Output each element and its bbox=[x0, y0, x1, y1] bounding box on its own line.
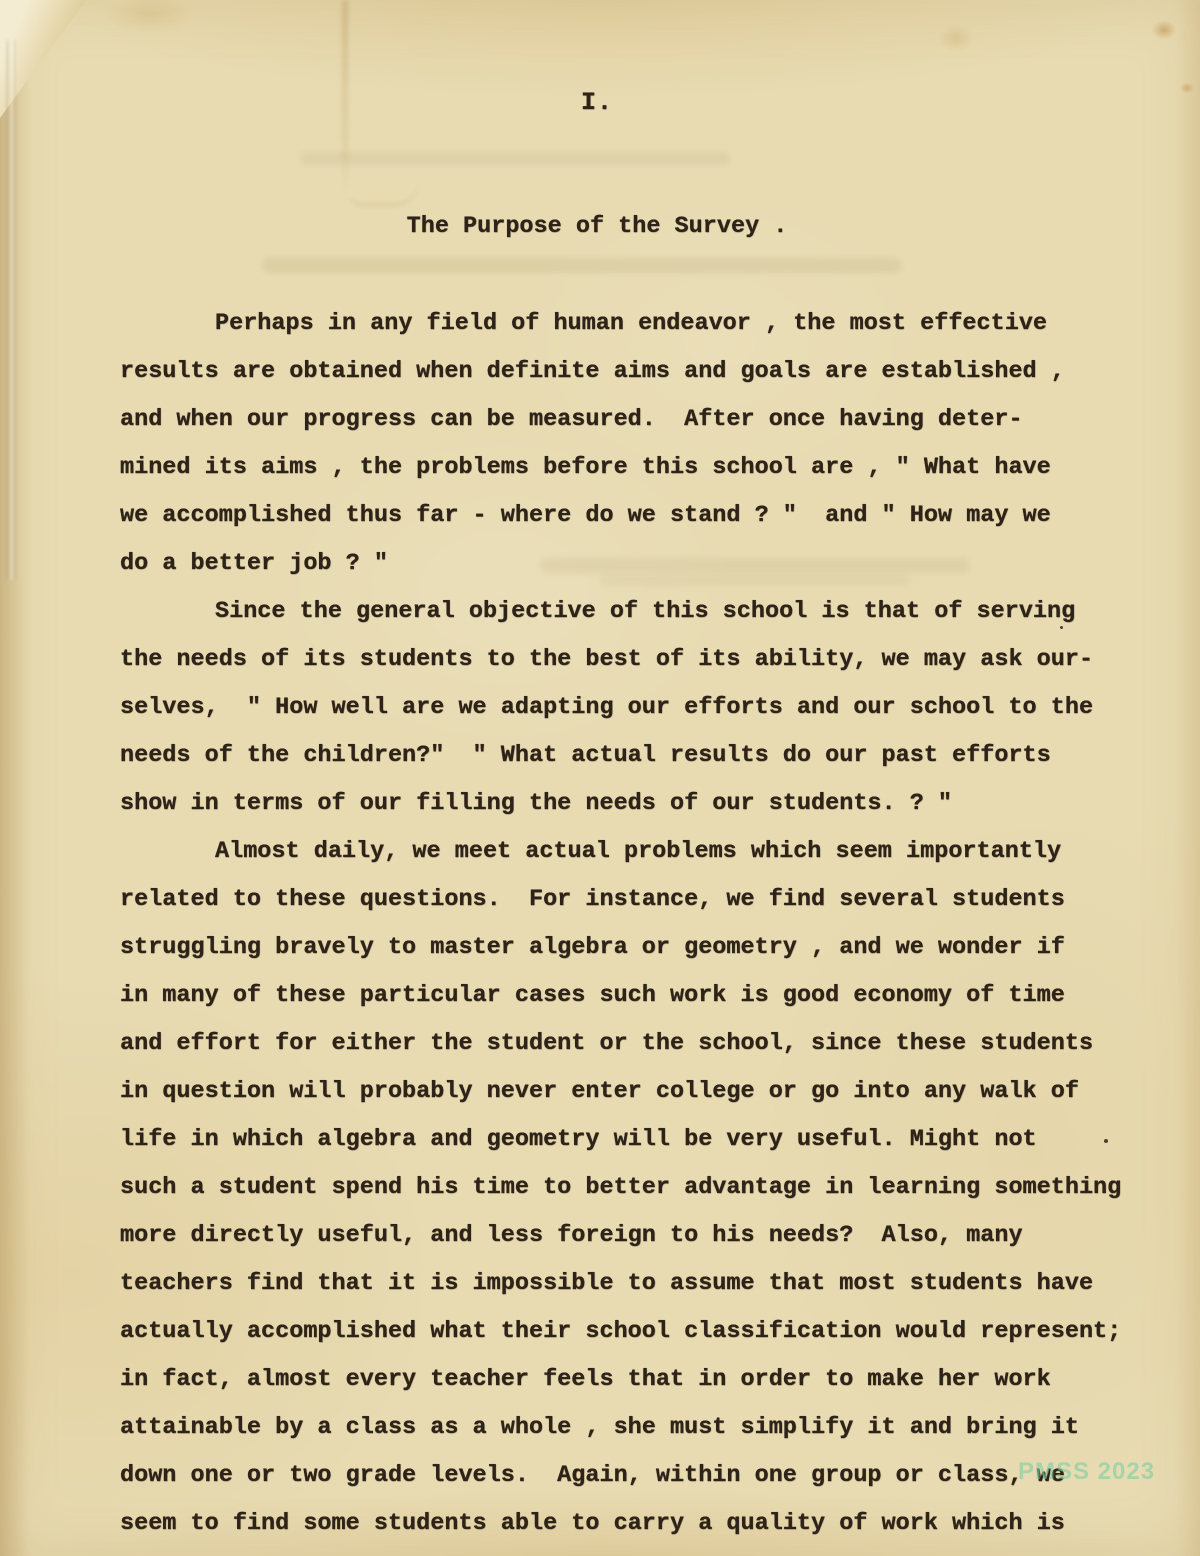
text-line: attainable by a class as a whole , she must simplify it and bring it bbox=[120, 1414, 1079, 1441]
bleed-through-smudge bbox=[262, 258, 902, 273]
text-line: Perhaps in any field of human endeavor , the most effective bbox=[215, 310, 1048, 337]
text-line: life in which algebra and geometry will be very useful. Might not bbox=[120, 1126, 1037, 1153]
text-line: and effort for either the student or the school, since these students bbox=[120, 1030, 1094, 1057]
text-line: needs of the children?" " What actual results do our past efforts bbox=[120, 742, 1051, 769]
text-line: actually accomplished what their school classification would represent; bbox=[120, 1318, 1122, 1345]
text-line: seem to find some students able to carry a quality of work which is bbox=[120, 1510, 1065, 1537]
text-line: related to these questions. For instance, we find several students bbox=[120, 886, 1065, 913]
text-line: more directly useful, and less foreign to his needs? Also, many bbox=[120, 1222, 1023, 1249]
text-line: we accomplished thus far - where do we stand ? " and " How may we bbox=[120, 502, 1051, 529]
text-line: show in terms of our filling the needs of our students. ? " bbox=[120, 790, 953, 817]
text-line: the needs of its students to the best of its ability, we may ask our- bbox=[120, 646, 1094, 673]
text-line: in fact, almost every teacher feels that in order to make her work bbox=[120, 1366, 1051, 1393]
left-edge-crease bbox=[6, 40, 16, 580]
text-line: mined its aims , the problems before this school are , " What have bbox=[120, 454, 1051, 481]
bleed-through-smudge bbox=[300, 152, 730, 165]
text-line: Almost daily, we meet actual problems which seem importantly bbox=[215, 838, 1062, 865]
text-line: Since the general objective of this school is that of serving bbox=[215, 598, 1076, 625]
text-line: such a student spend his time to better advantage in learning something bbox=[120, 1174, 1122, 1201]
text-line: in many of these particular cases such work is good economy of time bbox=[120, 982, 1065, 1009]
text-line: down one or two grade levels. Again, within one group or class, we bbox=[120, 1462, 1065, 1489]
text-line: do a better job ? " bbox=[120, 550, 388, 577]
stain-mark bbox=[350, 180, 420, 206]
text-line: selves, " How well are we adapting our efforts and our school to the bbox=[120, 694, 1094, 721]
text-line: in question will probably never enter college or go into any walk of bbox=[120, 1078, 1079, 1105]
document-body bbox=[120, 300, 1160, 1548]
text-line: results are obtained when definite aims and goals are established , bbox=[120, 358, 1065, 385]
text-line: teachers find that it is impossible to assume that most students have bbox=[120, 1270, 1094, 1297]
text-line: and when our progress can be measured. After once having deter- bbox=[120, 406, 1023, 433]
section-number: I. bbox=[580, 88, 613, 117]
text-line: struggling bravely to master algebra or geometry , and we wonder if bbox=[120, 934, 1065, 961]
watermark: PMSS 2023 bbox=[1018, 1458, 1156, 1485]
page-title: The Purpose of the Survey . bbox=[406, 213, 788, 240]
